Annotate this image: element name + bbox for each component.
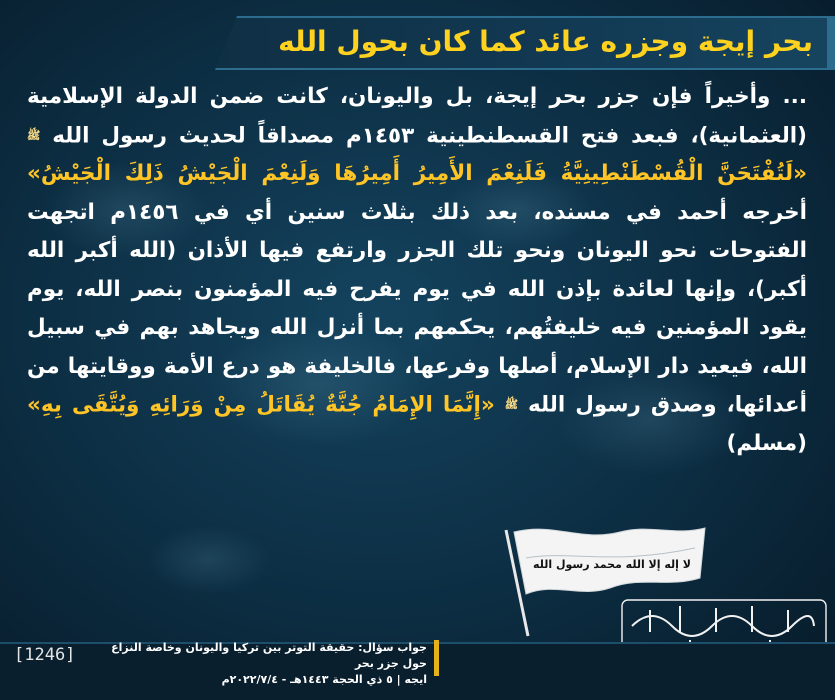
page-title: بحر إيجة وجزره عائد كما كان بحول الله: [278, 25, 813, 58]
article-body: [27, 78, 807, 464]
paragraph-intro: ... وأخيراً فإن جزر بحر إيجة، بل واليونان، كانت ضمن الدولة الإسلامية (العثمانية)، فبعد فتح القسطنطينية ١٤٥٣م مصداقاً لحديث رسول الله: [27, 84, 807, 148]
hadith-quote-constantinople: «لَتُفْتَحَنَّ الْقُسْطَنْطِينِيَّةُ فَلَنِعْمَ الأَمِيرُ أَمِيرُهَا وَلَنِعْمَ الْجَيْشُ ذَلِكَ الْجَيْشُ»: [27, 161, 807, 187]
hadith-source: (مسلم): [726, 431, 807, 456]
hadith-quote-imam: «إِنَّمَا الإِمَامُ جُنَّةٌ يُقَاتَلُ مِنْ وَرَائِهِ وَيُتَّقَى بِهِ»: [27, 392, 495, 418]
footer-source-date: ايجه | ٥ ذي الحجة ١٤٤٣هـ - ٢٠٢٢/٧/٤م: [221, 673, 427, 686]
page-number: [1246]: [14, 645, 76, 665]
footer-source-reference: [105, 640, 427, 688]
salawat-glyph: ﷺ: [504, 398, 518, 412]
paragraph-main: أخرجه أحمد في مسنده، بعد ذلك بثلاث سنين أي في ١٤٥٦م اتجهت الفتوحات نحو اليونان ونحو تلك الجزر وارتفع فيها الأذان (الله أكبر الله أكبر)، وإنها لعائدة بإذن الله في يوم يفرح فيه المؤمنون بنصر الله، يوم يقود المؤمنين فيه خليفتُهم، يحكمهم بما أنزل الله ويجاهد بهم في سبيل الله، فيعيد دار الإسلام، أصلها وفرعها، فالخليفة هو درع الأمة ووقايتها من أعدائها، وصدق رسول الله: [27, 199, 807, 418]
footer-accent-line: [434, 640, 439, 676]
footer-source-title: جواب سؤال: حقيقة التوتر بين تركيا واليونان وخاصة النزاع حول جزر بحر: [111, 641, 427, 670]
flag-inscription: لا إله إلا الله محمد رسول الله: [533, 558, 691, 571]
salawat-glyph: ﷺ: [27, 128, 41, 142]
